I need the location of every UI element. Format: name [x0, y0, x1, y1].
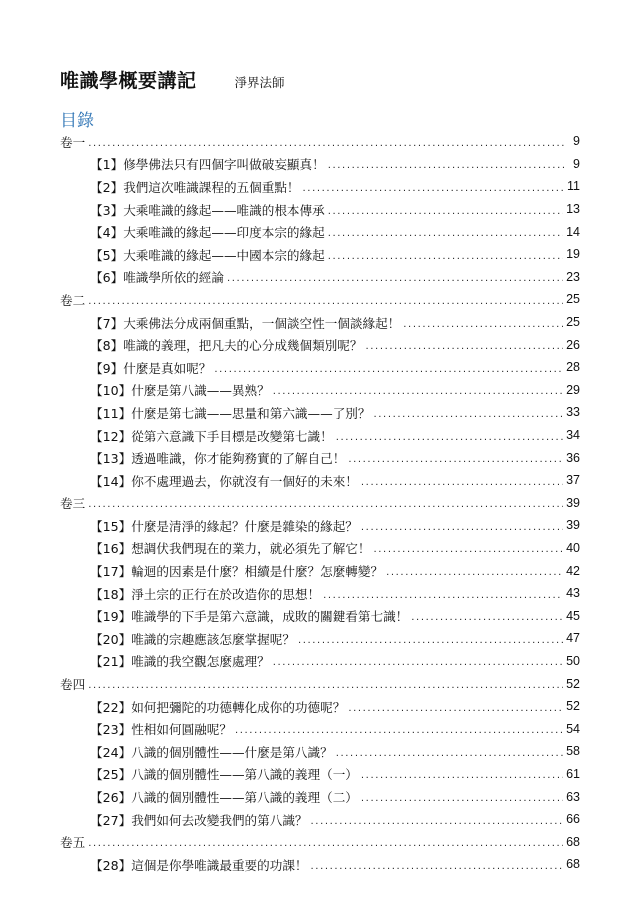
toc-entry-label: 【26】八識的個別體性——第八識的義理（二）	[90, 790, 358, 806]
toc-entry-page: 33	[566, 405, 580, 420]
dot-leader	[88, 292, 563, 307]
dot-leader	[365, 337, 563, 352]
dot-leader	[235, 721, 563, 736]
dot-leader	[374, 405, 564, 420]
toc-entry-label: 卷四	[60, 677, 86, 693]
dot-leader	[361, 473, 563, 488]
toc-entry-label: 【13】透過唯識，你才能夠務實的了解自己！	[90, 451, 346, 467]
toc-entry-label: 【23】性相如何圓融呢？	[90, 722, 232, 738]
toc-entry[interactable]	[60, 198, 580, 221]
toc-volume-entry[interactable]	[60, 672, 580, 695]
toc-entry[interactable]	[60, 446, 580, 469]
dot-leader	[348, 450, 563, 465]
toc-entry[interactable]	[60, 175, 580, 198]
toc-entry-page: 61	[566, 766, 580, 781]
header	[60, 66, 285, 96]
toc-entry[interactable]	[60, 717, 580, 740]
dot-leader	[361, 789, 563, 804]
toc-entry-label: 【27】我們如何去改變我們的第八識？	[90, 812, 308, 828]
toc-entry-label: 【20】唯識的宗趣應該怎麼掌握呢？	[90, 631, 295, 647]
toc-entry-label: 【6】唯識學所依的經論	[90, 270, 224, 286]
toc-entry[interactable]	[60, 153, 580, 176]
toc-volume-entry[interactable]	[60, 830, 580, 853]
toc-entry-label: 【1】修學佛法只有四個字叫做破妄顯真！	[90, 157, 325, 173]
toc-entry-page: 68	[566, 857, 580, 872]
toc-entry-label: 【8】唯識的義理，把凡夫的心分成幾個類別呢？	[90, 338, 363, 354]
toc-entry-page: 50	[566, 653, 580, 668]
toc-entry-page: 28	[566, 360, 580, 375]
toc-entry-page: 68	[566, 834, 580, 849]
dot-leader	[336, 428, 563, 443]
dot-leader	[214, 360, 563, 375]
dot-leader	[323, 586, 563, 601]
toc-entry-label: 卷五	[60, 835, 86, 851]
toc-entry-label: 【3】大乘唯識的緣起——唯識的根本傳承	[90, 202, 325, 218]
dot-leader	[328, 156, 565, 171]
dot-leader	[273, 653, 563, 668]
toc-entry-page: 45	[566, 608, 580, 623]
toc-entry-page: 23	[566, 269, 580, 284]
dot-leader	[336, 744, 563, 759]
dot-leader	[303, 179, 565, 194]
toc-entry-label: 【22】如何把彌陀的功德轉化成你的功德呢？	[90, 699, 346, 715]
document-title: 唯識學概要講記	[60, 70, 197, 92]
toc-entry-label: 【11】什麼是第七識——思量和第六識——了別？	[90, 405, 371, 421]
toc-entry-label: 【9】什麼是真如呢？	[90, 360, 212, 376]
toc-entry-page: 39	[566, 495, 580, 510]
toc-entry[interactable]	[60, 582, 580, 605]
dot-leader	[88, 134, 565, 149]
toc-entry-page: 26	[566, 337, 580, 352]
toc-entry[interactable]	[60, 785, 580, 808]
toc-entry-page: 42	[566, 563, 580, 578]
toc-entry-page: 52	[566, 699, 580, 714]
toc-entry[interactable]	[60, 853, 580, 876]
toc-entry-page: 13	[566, 202, 580, 217]
toc-entry-page: 36	[566, 450, 580, 465]
toc-entry[interactable]	[60, 266, 580, 289]
toc-entry[interactable]	[60, 469, 580, 492]
toc-entry-page: 29	[566, 382, 580, 397]
toc-entry-page: 25	[566, 292, 580, 307]
dot-leader	[88, 676, 563, 691]
toc-entry-label: 【17】輪迴的因素是什麼？相續是什麼？怎麼轉變？	[90, 564, 384, 580]
dot-leader	[348, 699, 563, 714]
toc-entry-page: 66	[566, 812, 580, 827]
toc-entry-page: 11	[567, 179, 580, 194]
toc-entry[interactable]	[60, 401, 580, 424]
toc-entry[interactable]	[60, 514, 580, 537]
toc-entry[interactable]	[60, 537, 580, 560]
toc-entry[interactable]	[60, 220, 580, 243]
toc-entry-label: 【28】這個是你學唯識最重要的功課！	[90, 857, 308, 873]
toc-entry[interactable]	[60, 763, 580, 786]
toc-entry[interactable]	[60, 604, 580, 627]
toc-volume-entry[interactable]	[60, 492, 580, 515]
toc-entry[interactable]	[60, 627, 580, 650]
toc-entry-page: 63	[566, 789, 580, 804]
toc-entry-label: 【5】大乘唯識的緣起——中國本宗的緣起	[90, 247, 325, 263]
toc-entry-label: 卷一	[60, 134, 86, 150]
toc-entry-page: 58	[566, 744, 580, 759]
dot-leader	[311, 812, 564, 827]
toc-entry[interactable]	[60, 424, 580, 447]
dot-leader	[328, 247, 563, 262]
author-name: 淨界法師	[234, 75, 285, 90]
toc-heading: 目錄	[60, 111, 94, 131]
toc-entry-label: 【24】八識的個別體性——什麼是第八識？	[90, 744, 333, 760]
toc-entry[interactable]	[60, 243, 580, 266]
toc-entry-label: 【12】從第六意識下手目標是改變第七識！	[90, 428, 333, 444]
toc-entry-label: 【18】淨土宗的正行在於改造你的思想！	[90, 586, 321, 602]
dot-leader	[361, 518, 563, 533]
toc-entry-label: 卷二	[60, 292, 86, 308]
toc-entry-label: 【21】唯識的我空觀怎麼處理？	[90, 654, 270, 670]
dot-leader	[227, 269, 563, 284]
dot-leader	[88, 834, 563, 849]
toc-entry-label: 【10】什麼是第八識——異熟？	[90, 383, 270, 399]
toc-entry[interactable]	[60, 379, 580, 402]
toc-entry-label: 【25】八識的個別體性——第八識的義理（一）	[90, 767, 358, 783]
toc-volume-entry[interactable]	[60, 130, 580, 153]
toc-entry-page: 37	[566, 473, 580, 488]
toc-volume-entry[interactable]	[60, 288, 580, 311]
toc-entry[interactable]	[60, 650, 580, 673]
toc-entry-label: 卷三	[60, 496, 86, 512]
toc-entry[interactable]	[60, 740, 580, 763]
toc-entry[interactable]	[60, 808, 580, 831]
toc-entry-page: 14	[566, 224, 580, 239]
toc-entry-page: 43	[566, 586, 580, 601]
toc-entry[interactable]	[60, 311, 580, 334]
toc-entry-page: 34	[566, 428, 580, 443]
toc-entry-label: 【4】大乘唯識的緣起——印度本宗的緣起	[90, 225, 325, 241]
dot-leader	[411, 608, 563, 623]
toc-entry[interactable]	[60, 333, 580, 356]
dot-leader	[88, 495, 563, 510]
toc-entry-page: 52	[566, 676, 580, 691]
toc-entry-page: 39	[566, 518, 580, 533]
toc-entry-page: 40	[566, 540, 580, 555]
toc-entry-label: 【2】我們這次唯識課程的五個重點！	[90, 179, 300, 195]
table-of-contents	[60, 130, 580, 876]
toc-entry-label: 【7】大乘佛法分成兩個重點，一個談空性一個談緣起！	[90, 315, 401, 331]
toc-entry[interactable]	[60, 559, 580, 582]
dot-leader	[298, 631, 563, 646]
dot-leader	[403, 315, 563, 330]
toc-entry-page: 25	[566, 315, 580, 330]
toc-entry-label: 【15】什麼是清淨的緣起？什麼是雜染的緣起？	[90, 518, 358, 534]
toc-entry[interactable]	[60, 356, 580, 379]
toc-entry-page: 19	[566, 247, 580, 262]
dot-leader	[328, 224, 563, 239]
toc-entry-label: 【14】你不處理過去，你就沒有一個好的未來！	[90, 473, 358, 489]
dot-leader	[361, 766, 563, 781]
toc-entry-label: 【19】唯識學的下手是第六意識，成敗的關鍵看第七識！	[90, 609, 409, 625]
dot-leader	[328, 202, 563, 217]
toc-entry[interactable]	[60, 695, 580, 718]
toc-entry-label: 【16】想調伏我們現在的業力，就必須先了解它！	[90, 541, 371, 557]
dot-leader	[311, 857, 564, 872]
dot-leader	[374, 540, 564, 555]
toc-entry-page: 9	[573, 134, 580, 149]
toc-entry-page: 47	[566, 631, 580, 646]
toc-entry-page: 9	[573, 156, 580, 171]
dot-leader	[386, 563, 563, 578]
toc-entry-page: 54	[566, 721, 580, 736]
dot-leader	[273, 382, 563, 397]
